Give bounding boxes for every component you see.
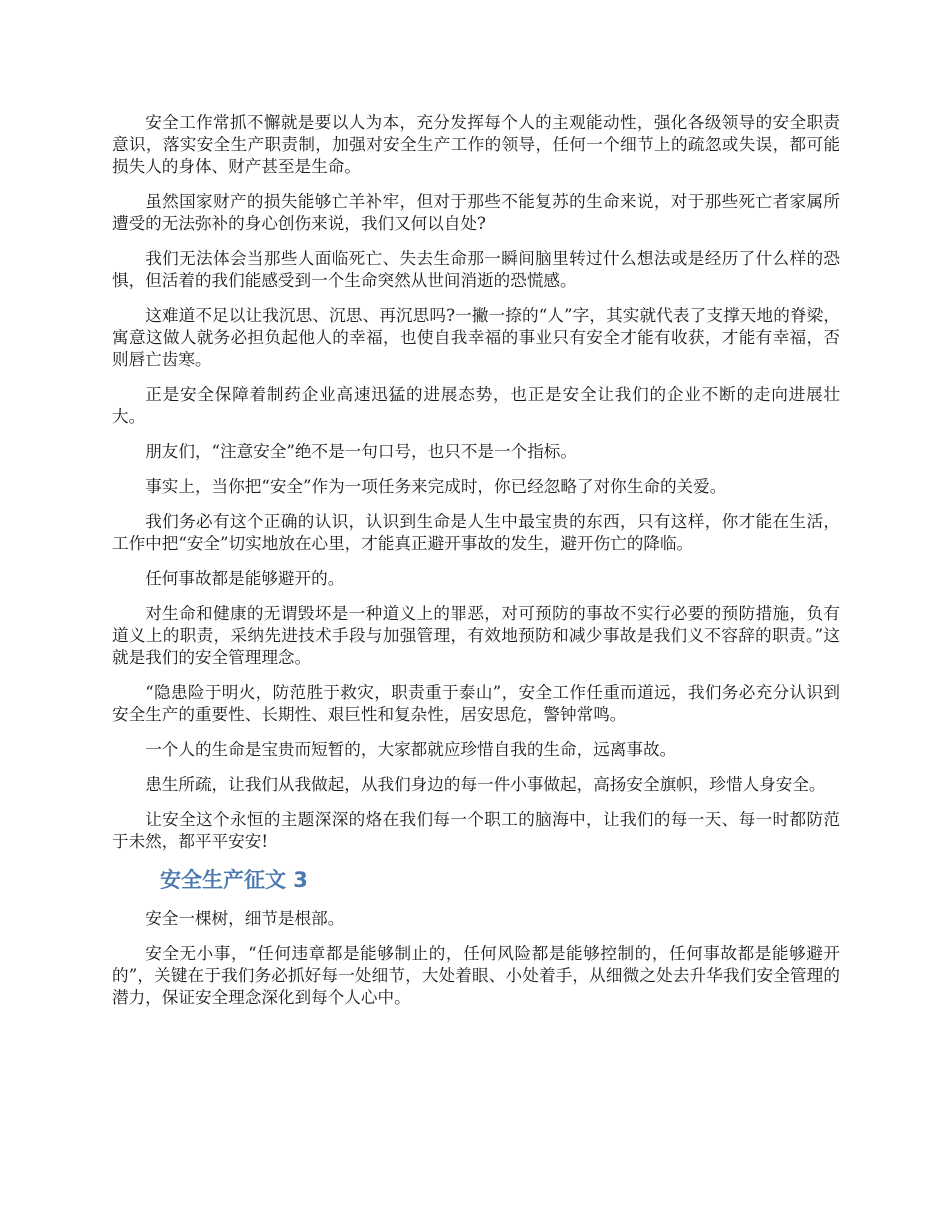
paragraph: 我们无法体会当那些人面临死亡、失去生命那一瞬间脑里转过什么想法或是经历了什么样的恐惧，但活着的我们能感受到一个生命突然从世间消逝的恐慌感。: [112, 249, 840, 290]
paragraph: 这难道不足以让我沉思、沉思、再沉思吗?一撇一捺的“人”字，其实就代表了支撑天地的脊梁，寓意这做人就务必担负起他人的幸福，也使自我幸福的事业只有安全才能有收获，才能有幸福，否则唇亡齿寒。: [112, 306, 840, 369]
document-body: [112, 112, 840, 1022]
section-heading: 安全生产征文 3: [160, 868, 308, 892]
paragraph: 我们务必有这个正确的认识，认识到生命是人生中最宝贵的东西，只有这样，你才能在生活，工作中把“安全”切实地放在心里，才能真正避开事故的发生，避开伤亡的降临。: [112, 512, 840, 553]
paragraph: 事实上，当你把“安全”作为一项任务来完成时，你已经忽略了对你生命的关爱。: [145, 477, 727, 496]
paragraph: 虽然国家财产的损失能够亡羊补牢，但对于那些不能复苏的生命来说，对于那些死亡者家属所遭受的无法弥补的身心创伤来说，我们又何以自处?: [112, 192, 840, 233]
paragraph: 安全工作常抓不懈就是要以人为本，充分发挥每个人的主观能动性，强化各级领导的安全职责意识，落实安全生产职责制，加强对安全生产工作的领导，任何一个细节上的疏忽或失误，都可能损失人的身体、财产甚至是生命。: [112, 113, 840, 176]
paragraph: 让安全这个永恒的主题深深的烙在我们每一个职工的脑海中，让我们的每一天、每一时都防范于未然，都平平安安!: [112, 810, 840, 851]
paragraph: 一个人的生命是宝贵而短暂的，大家都就应珍惜自我的生命，远离事故。: [145, 740, 677, 759]
paragraph: 朋友们，“注意安全”绝不是一句口号，也只不是一个指标。: [145, 442, 577, 461]
paragraph: 安全一棵树，细节是根部。: [145, 909, 345, 928]
paragraph: “隐患险于明火，防范胜于救灾，职责重于泰山”，安全工作任重而道远，我们务必充分认识到安全生产的重要性、长期性、艰巨性和复杂性，居安思危，警钟常鸣。: [112, 683, 840, 724]
paragraph: 正是安全保障着制药企业高速迅猛的进展态势，也正是安全让我们的企业不断的走向进展壮大。: [112, 385, 840, 426]
paragraph: 患生所疏，让我们从我做起，从我们身边的每一件小事做起，高扬安全旗帜，珍惜人身安全。: [145, 775, 826, 794]
paragraph: 对生命和健康的无谓毁坏是一种道义上的罪恶，对可预防的事故不实行必要的预防措施，负有道义上的职责，采纳先进技术手段与加强管理，有效地预防和减少事故是我们义不容辞的职责。”这就是我们的安全管理理念。: [112, 604, 840, 667]
paragraph: 安全无小事，“任何违章都是能够制止的，任何风险都是能够控制的，任何事故都是能够避开的”，关键在于我们务必抓好每一处细节，大处着眼、小处着手，从细微之处去升华我们安全管理的潜力，保证安全理念深化到每个人心中。: [112, 944, 840, 1007]
paragraph: 任何事故都是能够避开的。: [145, 569, 345, 588]
